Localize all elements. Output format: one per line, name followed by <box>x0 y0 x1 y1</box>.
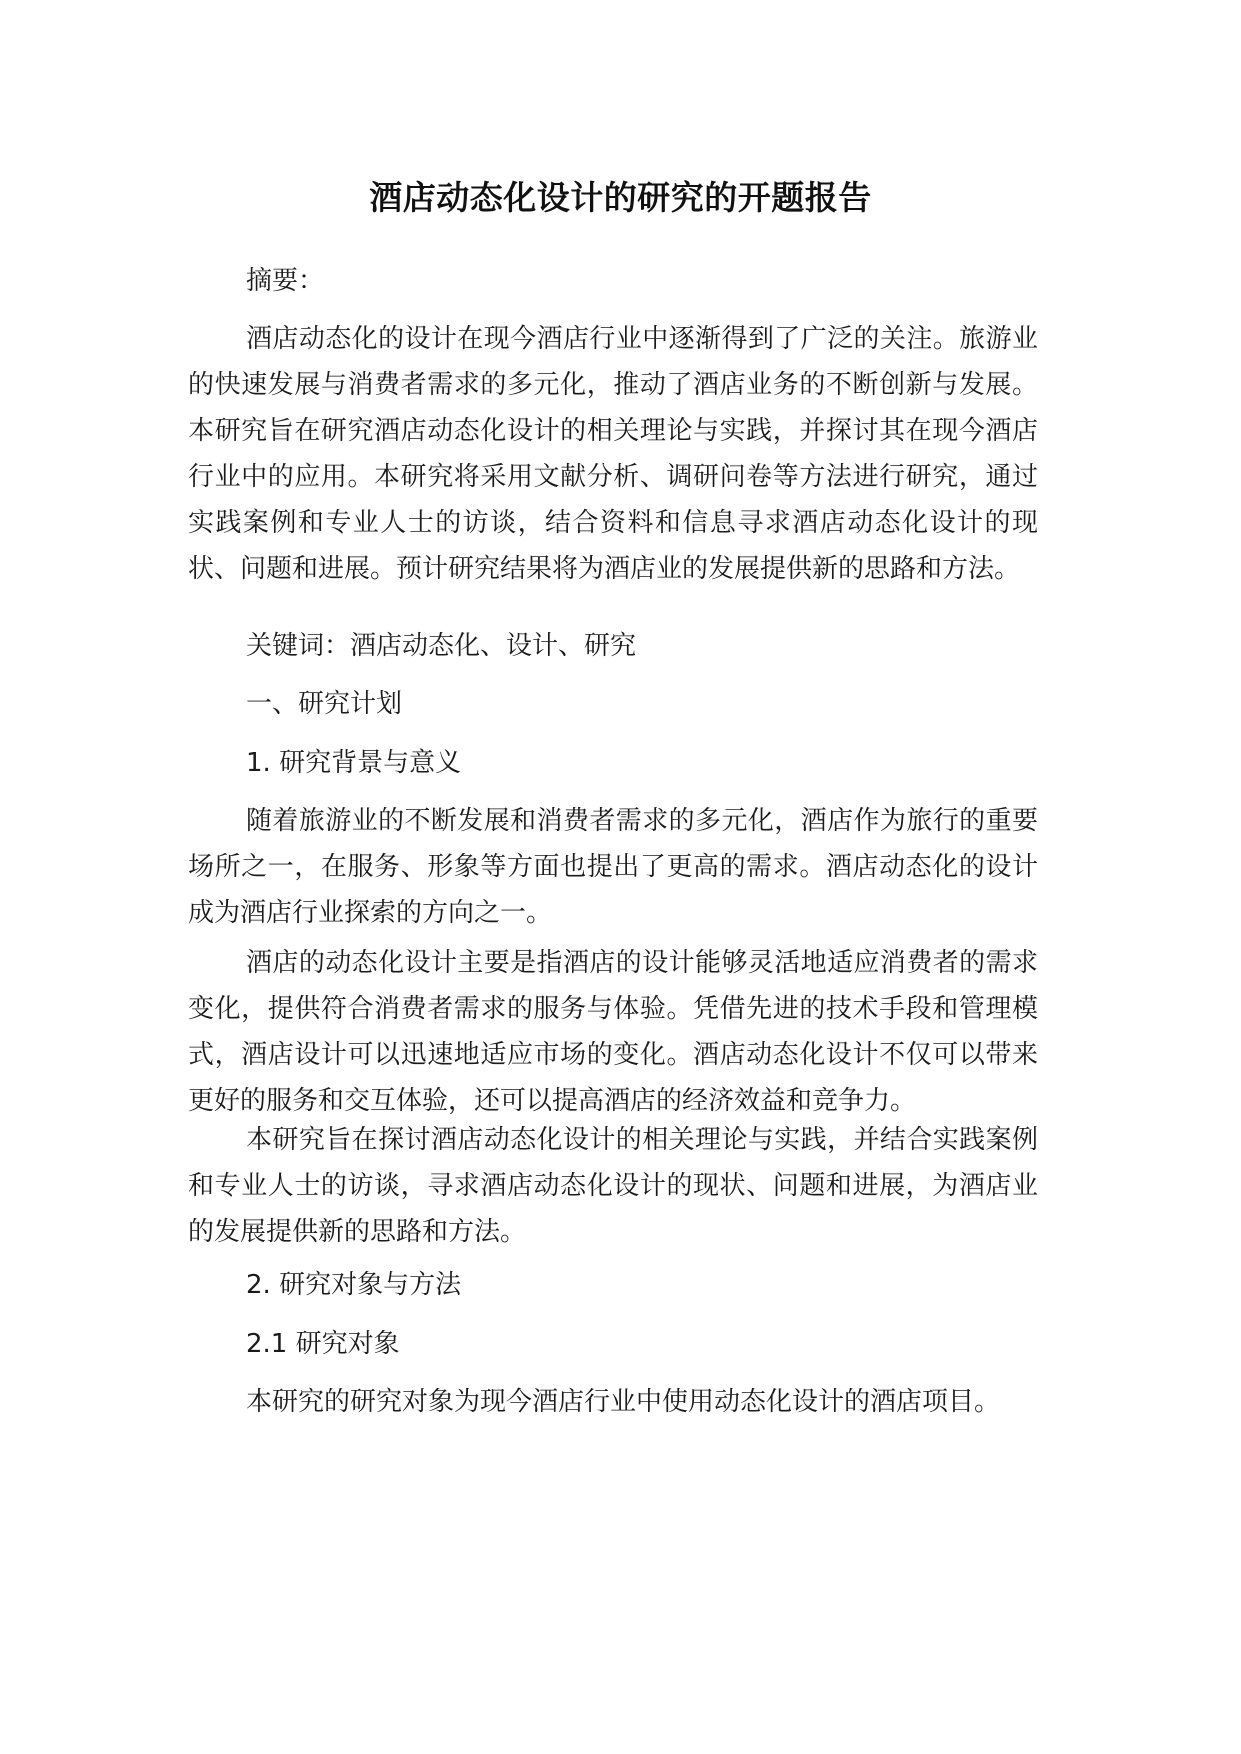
section-heading-research-plan: 一、研究计划 <box>246 689 403 719</box>
document-title: 酒店动态化设计的研究的开题报告 <box>369 178 872 217</box>
background-paragraph-2: 酒店的动态化设计主要是指酒店的设计能够灵活地适应消费者的需求变化，提供符合消费者需求的服务与体验。凭借先进的技术手段和管理模式，酒店设计可以迅速地适应市场的变化。酒店动态化设计不仅可以带来更好的服务和交互体验，还可以提高酒店的经济效益和竞争力。 <box>188 948 1038 1116</box>
abstract-label: 摘要： <box>246 266 325 296</box>
keywords-line: 关键词：酒店动态化、设计、研究 <box>246 631 637 661</box>
background-paragraph-1: 随着旅游业的不断发展和消费者需求的多元化，酒店作为旅行的重要场所之一，在服务、形象等方面也提出了更高的需求。酒店动态化的设计成为酒店行业探索的方向之一。 <box>188 806 1038 928</box>
subsection-heading-object: 2.1 研究对象 <box>246 1329 400 1359</box>
background-paragraph-3: 本研究旨在探讨酒店动态化设计的相关理论与实践，并结合实践案例和专业人士的访谈，寻求酒店动态化设计的现状、问题和进展，为酒店业的发展提供新的思路和方法。 <box>188 1125 1038 1247</box>
subsection-heading-background: 1. 研究背景与意义 <box>246 748 462 778</box>
abstract-paragraph: 酒店动态化的设计在现今酒店行业中逐渐得到了广泛的关注。旅游业的快速发展与消费者需求的多元化，推动了酒店业务的不断创新与发展。本研究旨在研究酒店动态化设计的相关理论与实践，并探讨其在现今酒店行业中的应用。本研究将采用文献分析、调研问卷等方法进行研究，通过实践案例和专业人士的访谈，结合资料和信息寻求酒店动态化设计的现状、问题和进展。预计研究结果将为酒店业的发展提供新的思路和方法。 <box>188 324 1038 584</box>
object-paragraph: 本研究的研究对象为现今酒店行业中使用动态化设计的酒店项目。 <box>246 1387 1001 1417</box>
subsection-heading-object-method: 2. 研究对象与方法 <box>246 1270 462 1300</box>
